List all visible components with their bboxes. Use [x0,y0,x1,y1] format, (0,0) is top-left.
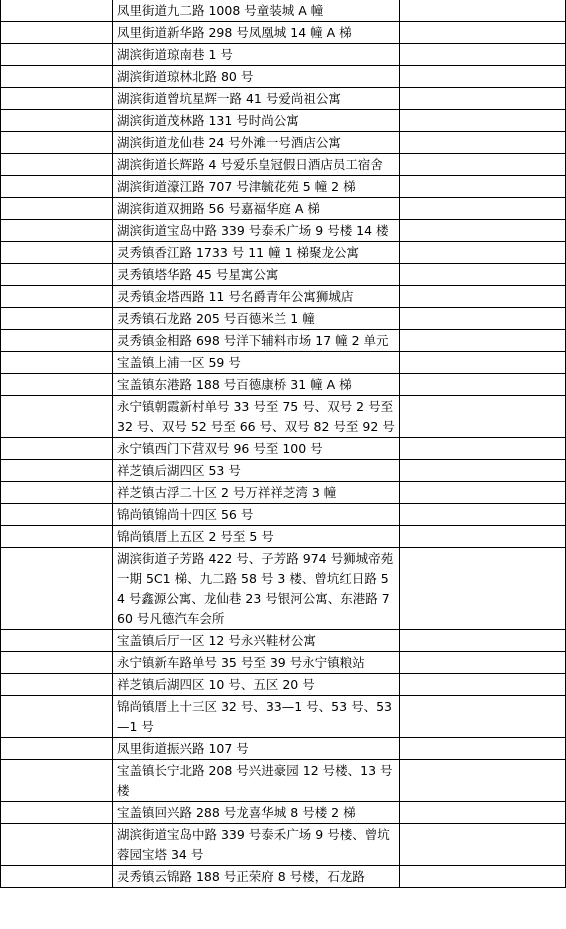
table-row [1,176,566,198]
left-blank-cell [1,438,113,460]
address-cell: 锦尚镇锦尚十四区 56 号 [113,504,400,526]
right-blank-cell [400,330,566,352]
left-blank-cell [1,374,113,396]
left-blank-cell [1,110,113,132]
address-cell: 湖滨街道曾坑星辉一路 41 号爱尚祖公寓 [113,88,400,110]
table-row [1,198,566,220]
left-blank-cell [1,674,113,696]
address-cell: 湖滨街道宝岛中路 339 号泰禾广场 9 号楼、曾坑蓉园宝塔 34 号 [113,824,400,866]
table-row [1,438,566,460]
address-cell: 永宁镇新车路单号 35 号至 39 号永宁镇粮站 [113,652,400,674]
table-row [1,88,566,110]
right-blank-cell [400,374,566,396]
right-blank-cell [400,308,566,330]
address-cell: 宝盖镇后厅一区 12 号永兴鞋材公寓 [113,630,400,652]
address-cell: 灵秀镇香江路 1733 号 11 幢 1 梯聚龙公寓 [113,242,400,264]
table-row [1,652,566,674]
table-row [1,760,566,802]
right-blank-cell [400,866,566,888]
address-cell: 湖滨街道龙仙巷 24 号外滩一号酒店公寓 [113,132,400,154]
right-blank-cell [400,760,566,802]
table-row [1,482,566,504]
right-blank-cell [400,0,566,22]
table-row [1,44,566,66]
left-blank-cell [1,460,113,482]
right-blank-cell [400,738,566,760]
table-row [1,242,566,264]
left-blank-cell [1,132,113,154]
table-row [1,132,566,154]
left-blank-cell [1,242,113,264]
left-blank-cell [1,330,113,352]
address-cell: 凤里街道新华路 298 号凤凰城 14 幢 A 梯 [113,22,400,44]
table-row [1,22,566,44]
address-cell: 湖滨街道茂林路 131 号时尚公寓 [113,110,400,132]
right-blank-cell [400,110,566,132]
address-cell: 湖滨街道濠江路 707 号津毓花苑 5 幢 2 梯 [113,176,400,198]
right-blank-cell [400,286,566,308]
left-blank-cell [1,760,113,802]
left-blank-cell [1,482,113,504]
right-blank-cell [400,44,566,66]
left-blank-cell [1,66,113,88]
table-row [1,352,566,374]
address-cell: 灵秀镇石龙路 205 号百德米兰 1 幢 [113,308,400,330]
address-cell: 祥芝镇后湖四区 53 号 [113,460,400,482]
table-row [1,674,566,696]
right-blank-cell [400,504,566,526]
left-blank-cell [1,652,113,674]
right-blank-cell [400,154,566,176]
left-blank-cell [1,220,113,242]
address-cell: 湖滨街道长辉路 4 号爱乐皇冠假日酒店员工宿舍 [113,154,400,176]
table-row [1,374,566,396]
address-cell: 宝盖镇回兴路 288 号龙喜华城 8 号楼 2 梯 [113,802,400,824]
left-blank-cell [1,22,113,44]
address-cell: 宝盖镇上浦一区 59 号 [113,352,400,374]
address-cell: 祥芝镇古浮二十区 2 号万祥祥芝湾 3 幢 [113,482,400,504]
address-cell: 凤里街道振兴路 107 号 [113,738,400,760]
address-cell: 湖滨街道双拥路 56 号嘉福华庭 A 梯 [113,198,400,220]
address-cell: 宝盖镇长宁北路 208 号兴进豪园 12 号楼、13 号楼 [113,760,400,802]
left-blank-cell [1,44,113,66]
table-row [1,504,566,526]
left-blank-cell [1,824,113,866]
address-cell: 湖滨街道琼南巷 1 号 [113,44,400,66]
table-row [1,696,566,738]
table-row [1,738,566,760]
address-table-body [1,0,566,888]
address-cell: 永宁镇西门下营双号 96 号至 100 号 [113,438,400,460]
right-blank-cell [400,132,566,154]
right-blank-cell [400,652,566,674]
right-blank-cell [400,824,566,866]
right-blank-cell [400,460,566,482]
right-blank-cell [400,674,566,696]
left-blank-cell [1,264,113,286]
left-blank-cell [1,0,113,22]
table-row [1,286,566,308]
address-cell: 湖滨街道子芳路 422 号、子芳路 974 号狮城帝苑一期 5C1 梯、九二路 58 号 3 楼、曾坑红日路 54 号鑫源公寓、龙仙巷 23 号银河公寓、东港路 760 号凡德汽车会所 [113,548,400,630]
left-blank-cell [1,198,113,220]
left-blank-cell [1,866,113,888]
right-blank-cell [400,88,566,110]
address-cell: 永宁镇朝霞新村单号 33 号至 75 号、双号 2 号至 32 号、双号 52 号至 66 号、双号 82 号至 92 号 [113,396,400,438]
address-cell: 湖滨街道宝岛中路 339 号泰禾广场 9 号楼 14 楼 [113,220,400,242]
table-row [1,154,566,176]
table-row [1,0,566,22]
address-cell: 宝盖镇东港路 188 号百德康桥 31 幢 A 梯 [113,374,400,396]
address-cell: 祥芝镇后湖四区 10 号、五区 20 号 [113,674,400,696]
right-blank-cell [400,482,566,504]
table-row [1,460,566,482]
left-blank-cell [1,176,113,198]
right-blank-cell [400,548,566,630]
table-row [1,866,566,888]
table-row [1,220,566,242]
right-blank-cell [400,696,566,738]
left-blank-cell [1,630,113,652]
right-blank-cell [400,220,566,242]
table-row [1,824,566,866]
address-cell: 灵秀镇云锦路 188 号正荣府 8 号楼，石龙路 [113,866,400,888]
left-blank-cell [1,526,113,548]
table-row [1,110,566,132]
address-cell: 凤里街道九二路 1008 号童装城 A 幢 [113,0,400,22]
right-blank-cell [400,630,566,652]
address-cell: 灵秀镇金塔西路 11 号名爵青年公寓狮城店 [113,286,400,308]
right-blank-cell [400,438,566,460]
left-blank-cell [1,802,113,824]
right-blank-cell [400,242,566,264]
right-blank-cell [400,22,566,44]
table-row [1,330,566,352]
table-row [1,802,566,824]
left-blank-cell [1,286,113,308]
left-blank-cell [1,548,113,630]
address-cell: 锦尚镇厝上五区 2 号至 5 号 [113,526,400,548]
right-blank-cell [400,198,566,220]
left-blank-cell [1,396,113,438]
address-cell: 湖滨街道琼林北路 80 号 [113,66,400,88]
right-blank-cell [400,526,566,548]
table-row [1,66,566,88]
table-row [1,308,566,330]
left-blank-cell [1,88,113,110]
table-row [1,264,566,286]
left-blank-cell [1,154,113,176]
right-blank-cell [400,396,566,438]
table-row [1,630,566,652]
right-blank-cell [400,66,566,88]
left-blank-cell [1,738,113,760]
left-blank-cell [1,352,113,374]
table-row [1,396,566,438]
left-blank-cell [1,308,113,330]
right-blank-cell [400,802,566,824]
address-cell: 锦尚镇厝上十三区 32 号、33—1 号、53 号、53—1 号 [113,696,400,738]
right-blank-cell [400,264,566,286]
left-blank-cell [1,696,113,738]
right-blank-cell [400,352,566,374]
table-row [1,526,566,548]
right-blank-cell [400,176,566,198]
left-blank-cell [1,504,113,526]
address-cell: 灵秀镇塔华路 45 号星寓公寓 [113,264,400,286]
address-cell: 灵秀镇金相路 698 号洋下辅料市场 17 幢 2 单元 [113,330,400,352]
table-row [1,548,566,630]
